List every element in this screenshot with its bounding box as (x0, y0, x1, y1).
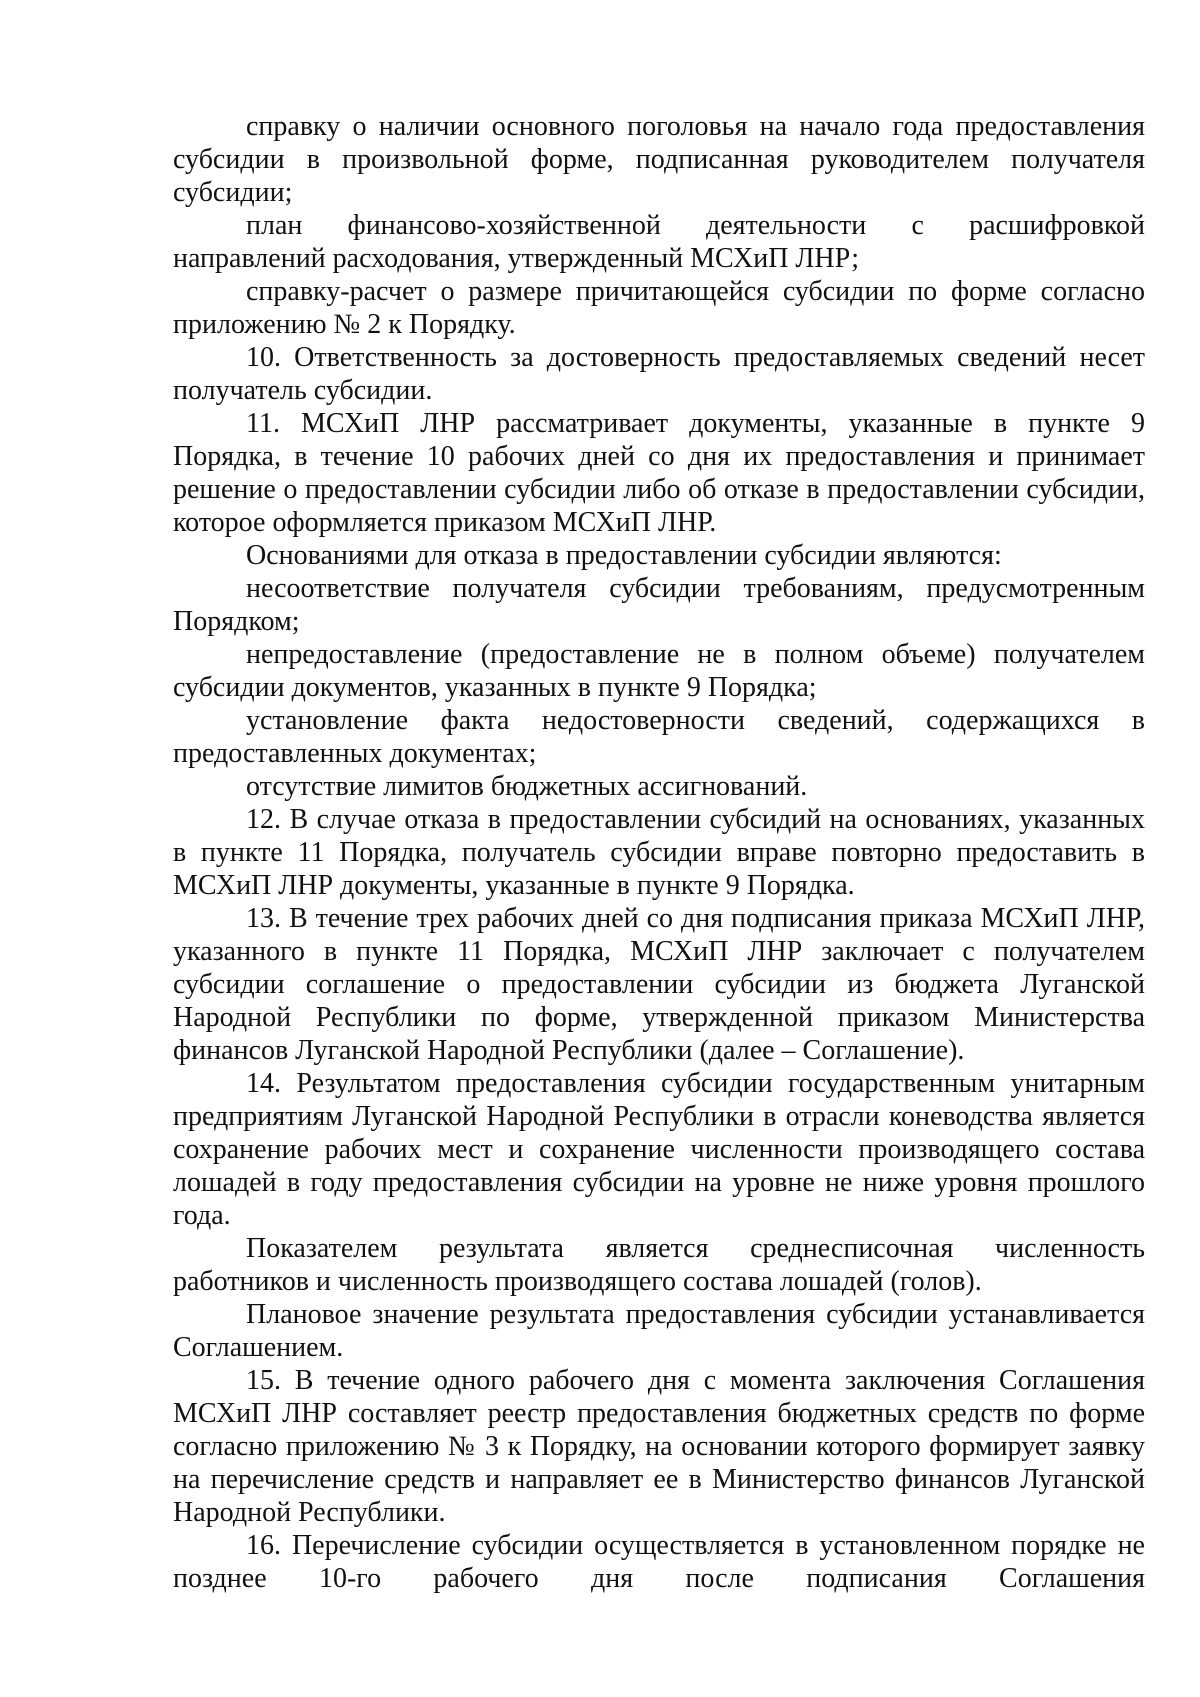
paragraph-item-16: 16. Перечисление субсидии осуществляется в установленном порядке не позднее 10-го рабочего дня после подписания Соглашения (173, 1530, 1145, 1594)
paragraph-subsidy-calculation: справку-расчет о размере причитающейся субсидии по форме согласно приложению № 2 к Порядку. (173, 276, 1145, 340)
paragraph-refusal-grounds: Основаниями для отказа в предоставлении субсидии являются: (246, 540, 1002, 571)
paragraph-result-indicator: Показателем результата является среднесписочная численность работников и численность производящего состава лошадей (голов). (173, 1233, 1145, 1297)
paragraph-planned-value: Плановое значение результата предоставления субсидии устанавливается Соглашением. (173, 1299, 1145, 1363)
paragraph-item-12: 12. В случае отказа в предоставлении субсидий на основаниях, указанных в пункте 11 Порядка, получатель субсидии вправе повторно предоставить в МСХиП ЛНР документы, указанные в пункте 9 Порядка. (173, 804, 1145, 901)
paragraph-refusal-documents: непредоставление (предоставление не в полном объеме) получателем субсидии документов, указанных в пункте 9 Порядка; (173, 639, 1145, 703)
paragraph-item-15: 15. В течение одного рабочего дня с момента заключения Соглашения МСХиП ЛНР составляет реестр предоставления бюджетных средств по форме согласно приложению № 3 к Порядку, на основании которого формирует заявку на перечисление средств и направляет ее в Министерство финансов Луганской Народной Республики. (173, 1365, 1145, 1528)
paragraph-refusal-nonconformity: несоответствие получателя субсидии требованиям, предусмотренным Порядком; (173, 573, 1145, 637)
paragraph-item-11: 11. МСХиП ЛНР рассматривает документы, указанные в пункте 9 Порядка, в течение 10 рабочих дней со дня их предоставления и принимает решение о предоставлении субсидии либо об отказе в предоставлении субсидии, которое оформляется приказом МСХиП ЛНР. (173, 408, 1145, 538)
paragraph-item-10: 10. Ответственность за достоверность предоставляемых сведений несет получатель субсидии. (173, 342, 1145, 406)
document-page (173, 110, 1145, 1595)
paragraph-financial-plan: план финансово-хозяйственной деятельности с расшифровкой направлений расходования, утвержденный МСХиП ЛНР; (173, 210, 1145, 274)
paragraph-item-13: 13. В течение трех рабочих дней со дня подписания приказа МСХиП ЛНР, указанного в пункте 11 Порядка, МСХиП ЛНР заключает с получателем субсидии соглашение о предоставлении субсидии из бюджета Луганской Народной Республики по форме, утвержденной приказом Министерства финансов Луганской Народной Республики (далее – Соглашение). (173, 903, 1145, 1066)
paragraph-refusal-inaccuracy: установление факта недостоверности сведений, содержащихся в предоставленных документах; (173, 705, 1145, 769)
paragraph-item-14: 14. Результатом предоставления субсидии государственным унитарным предприятиям Луганской Народной Республики в отрасли коневодства является сохранение рабочих мест и сохранение численности производящего состава лошадей в году предоставления субсидии на уровне не ниже уровня прошлого года. (173, 1068, 1145, 1231)
paragraph-herd-certificate: справку о наличии основного поголовья на начало года предоставления субсидии в произвольной форме, подписанная руководителем получателя субсидии; (173, 111, 1145, 208)
paragraph-refusal-limits: отсутствие лимитов бюджетных ассигнований. (246, 771, 808, 802)
